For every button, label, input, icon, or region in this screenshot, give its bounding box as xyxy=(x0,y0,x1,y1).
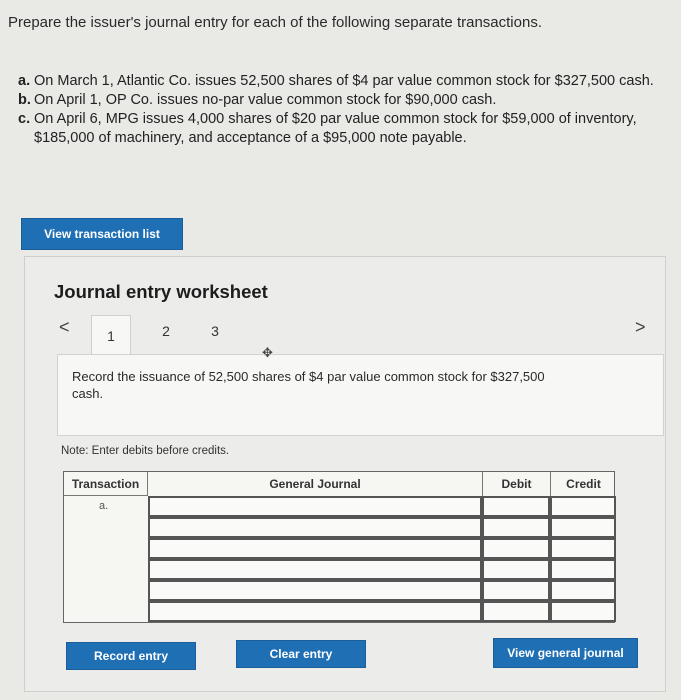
credit-input[interactable] xyxy=(550,538,616,559)
account-input[interactable] xyxy=(148,538,482,559)
table-row xyxy=(64,559,616,580)
header-general-journal: General Journal xyxy=(269,477,361,491)
record-instruction-box xyxy=(57,354,664,436)
transaction-item xyxy=(18,91,658,110)
credit-input[interactable] xyxy=(550,559,616,580)
debit-input[interactable] xyxy=(482,496,550,517)
header-debit: Debit xyxy=(482,472,550,496)
row-transaction xyxy=(64,559,148,580)
debit-input[interactable] xyxy=(482,601,550,622)
debit-input[interactable] xyxy=(482,580,550,601)
instruction-text: Prepare the issuer's journal entry for each of the following separate transactions. xyxy=(8,14,542,31)
table-row xyxy=(64,517,616,538)
row-transaction xyxy=(64,601,148,622)
debit-input[interactable] xyxy=(482,559,550,580)
credit-input[interactable] xyxy=(550,580,616,601)
account-input[interactable] xyxy=(148,517,482,538)
next-icon[interactable]: > xyxy=(635,317,646,337)
credit-input[interactable] xyxy=(550,601,616,622)
header-transaction: Transaction xyxy=(64,472,148,496)
transaction-text: On March 1, Atlantic Co. issues 52,500 shares of $4 par value common stock for $327,500 cash. xyxy=(34,73,654,89)
debit-input[interactable] xyxy=(482,538,550,559)
transaction-letter: a. xyxy=(18,73,31,89)
row-transaction xyxy=(64,517,148,538)
row-transaction xyxy=(64,538,148,559)
table-row xyxy=(64,580,616,601)
move-cursor-icon: ✥ xyxy=(262,345,273,360)
account-input[interactable] xyxy=(148,580,482,601)
tab-3[interactable]: 3 xyxy=(211,323,219,339)
previous-icon[interactable]: < xyxy=(59,317,70,337)
tab-2[interactable]: 2 xyxy=(162,323,170,339)
debit-credit-note: Note: Enter debits before credits. xyxy=(61,445,230,457)
transaction-list xyxy=(18,72,658,148)
account-input[interactable] xyxy=(148,496,482,517)
transaction-text: On April 6, MPG issues 4,000 shares of $20 par value common stock for $59,000 of inventory, $185,000 of machinery, and acceptance of a $95,000 note payable. xyxy=(34,111,637,146)
tab-1[interactable]: 1 xyxy=(91,315,131,355)
credit-input[interactable] xyxy=(550,496,616,517)
header-credit: Credit xyxy=(550,472,616,496)
account-input[interactable] xyxy=(148,601,482,622)
transaction-item xyxy=(18,72,658,91)
row-transaction xyxy=(64,580,148,601)
table-row xyxy=(64,538,616,559)
table-row xyxy=(64,601,616,622)
transaction-text: On April 1, OP Co. issues no-par value common stock for $90,000 cash. xyxy=(34,92,497,108)
view-general-journal-button[interactable]: View general journal xyxy=(493,638,638,668)
view-transaction-list-button[interactable]: View transaction list xyxy=(21,218,183,250)
transaction-letter: c. xyxy=(18,111,31,127)
record-entry-button[interactable]: Record entry xyxy=(66,642,196,670)
journal-table xyxy=(63,471,615,623)
journal-entry-worksheet xyxy=(24,256,666,692)
transaction-item xyxy=(18,110,658,148)
worksheet-title: Journal entry worksheet xyxy=(54,281,268,302)
credit-input[interactable] xyxy=(550,517,616,538)
account-input[interactable] xyxy=(148,559,482,580)
debit-input[interactable] xyxy=(482,517,550,538)
row-transaction: a. xyxy=(99,500,109,512)
clear-entry-button[interactable]: Clear entry xyxy=(236,640,366,668)
transaction-letter: b. xyxy=(18,92,31,108)
table-row xyxy=(64,496,616,517)
record-instruction-text: Record the issuance of 52,500 shares of $4 par value common stock for $327,500 cash. xyxy=(72,369,545,401)
